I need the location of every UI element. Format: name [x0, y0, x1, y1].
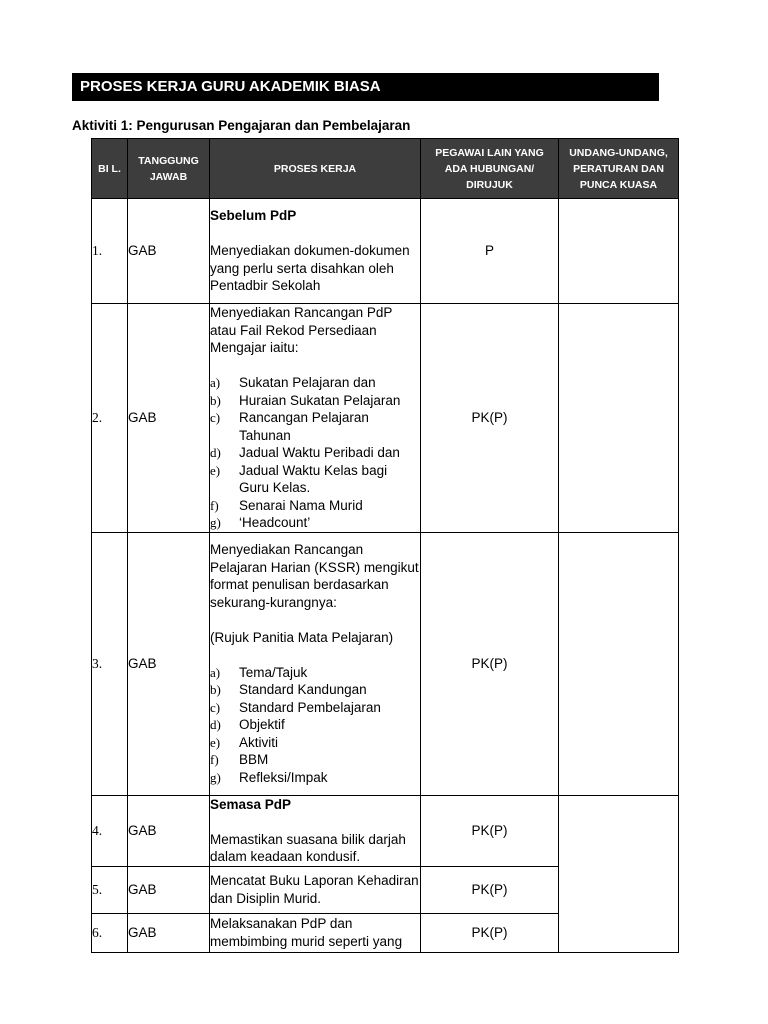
table-row: [92, 304, 679, 533]
row-undang: [559, 199, 679, 304]
list-marker: g): [210, 769, 221, 785]
row-number: 4.: [92, 795, 128, 866]
list-item: [210, 444, 420, 462]
list-marker: c): [210, 410, 221, 425]
row-number: 2.: [92, 304, 128, 533]
row-pegawai: P: [421, 199, 559, 304]
header-proses-kerja: PROSES KERJA: [210, 139, 421, 199]
process-text: Mencatat Buku Laporan Kehadiran dan Disiplin Murid.: [210, 873, 419, 906]
row-proses-kerja: [210, 866, 421, 913]
list-marker: b): [210, 682, 221, 697]
list-marker: a): [210, 664, 221, 680]
row-tanggung-jawab: GAB: [128, 199, 210, 304]
list-text: Jadual Waktu Kelas bagi Guru Kelas.: [239, 462, 388, 495]
process-text: Memastikan suasana bilik darjah dalam keadaan kondusif.: [210, 831, 406, 864]
list-marker: f): [210, 752, 219, 767]
list-text: Standard Kandungan: [239, 682, 367, 697]
process-table: [91, 138, 679, 953]
row-pegawai: PK(P): [421, 304, 559, 533]
list-text: Rancangan Pelajaran Tahunan: [239, 410, 369, 443]
list-text: Aktiviti: [239, 734, 279, 750]
row-tanggung-jawab: GAB: [128, 866, 210, 913]
list-text: Jadual Waktu Peribadi dan: [239, 445, 400, 460]
row-pegawai: PK(P): [421, 913, 559, 952]
table-row: [92, 532, 679, 795]
row-undang: [559, 795, 679, 952]
row-proses-kerja: [210, 532, 421, 795]
list-marker: f): [210, 497, 219, 513]
list-item: [210, 681, 420, 699]
row-proses-kerja: [210, 199, 421, 304]
list-item: [210, 392, 420, 410]
list-marker: d): [210, 445, 221, 460]
section-heading: Sebelum PdP: [210, 208, 297, 224]
row-pegawai: PK(P): [421, 532, 559, 795]
header-bil: BI L.: [92, 139, 128, 199]
row-undang: [559, 532, 679, 795]
list-text: Senarai Nama Murid: [239, 497, 363, 513]
process-text: Menyediakan Rancangan PdP atau Fail Rekod Persediaan Mengajar iaitu:: [210, 305, 393, 355]
row-undang: [559, 304, 679, 533]
header-tanggung-jawab: TANGGUNG JAWAB: [128, 139, 210, 199]
list-item: [210, 751, 420, 769]
section-heading: Semasa PdP: [210, 796, 292, 812]
list-marker: a): [210, 375, 221, 390]
row-number: 3.: [92, 532, 128, 795]
list-marker: g): [210, 515, 221, 530]
list-text: Tema/Tajuk: [239, 664, 308, 680]
row-tanggung-jawab: GAB: [128, 532, 210, 795]
list-marker: d): [210, 717, 221, 732]
row-tanggung-jawab: GAB: [128, 795, 210, 866]
row-number: 5.: [92, 866, 128, 913]
row-proses-kerja: [210, 304, 421, 533]
list-item: [210, 462, 420, 497]
list-item: [210, 497, 420, 515]
header-pegawai: PEGAWAI LAIN YANG ADA HUBUNGAN/ DIRUJUK: [421, 139, 559, 199]
row-tanggung-jawab: GAB: [128, 304, 210, 533]
list-text: Refleksi/Impak: [239, 769, 328, 785]
header-undang: UNDANG-UNDANG, PERATURAN DAN PUNCA KUASA: [559, 139, 679, 199]
activity-title: Aktiviti 1: Pengurusan Pengajaran dan Pembelajaran: [72, 118, 411, 133]
page-title: PROSES KERJA GURU AKADEMIK BIASA: [72, 73, 659, 101]
list-text: Huraian Sukatan Pelajaran: [239, 392, 401, 408]
list-text: ‘Headcount’: [239, 515, 311, 530]
process-note: (Rujuk Panitia Mata Pelajaran): [210, 629, 394, 645]
list-item: [210, 664, 420, 682]
list-marker: b): [210, 392, 221, 408]
list-item: [210, 734, 420, 752]
list-marker: e): [210, 734, 221, 750]
list-text: Objektif: [239, 717, 285, 732]
list-item: [210, 374, 420, 392]
table-header-row: [92, 139, 679, 199]
list-item: [210, 409, 420, 444]
list-text: Standard Pembelajaran: [239, 699, 381, 715]
process-text: Melaksanakan PdP dan membimbing murid seperti yang: [210, 916, 403, 949]
table-row: [92, 795, 679, 866]
list-marker: c): [210, 699, 221, 715]
row-number: 6.: [92, 913, 128, 952]
process-text: Menyediakan dokumen-dokumen yang perlu serta disahkan oleh Pentadbir Sekolah: [210, 243, 410, 294]
row-proses-kerja: [210, 795, 421, 866]
list-item: [210, 716, 420, 734]
list-text: BBM: [239, 752, 269, 767]
table-row: [92, 199, 679, 304]
list-text: Sukatan Pelajaran dan: [239, 375, 376, 390]
row-number: 1.: [92, 199, 128, 304]
list-item: [210, 769, 420, 787]
row-proses-kerja: [210, 913, 421, 952]
list-item: [210, 699, 420, 717]
row-tanggung-jawab: GAB: [128, 913, 210, 952]
list-item: [210, 514, 420, 532]
row-pegawai: PK(P): [421, 795, 559, 866]
process-text: Menyediakan Rancangan Pelajaran Harian (KSSR) mengikut format penulisan berdasarkan sekurang-kurangnya:: [210, 542, 419, 610]
row-pegawai: PK(P): [421, 866, 559, 913]
list-marker: e): [210, 462, 221, 478]
